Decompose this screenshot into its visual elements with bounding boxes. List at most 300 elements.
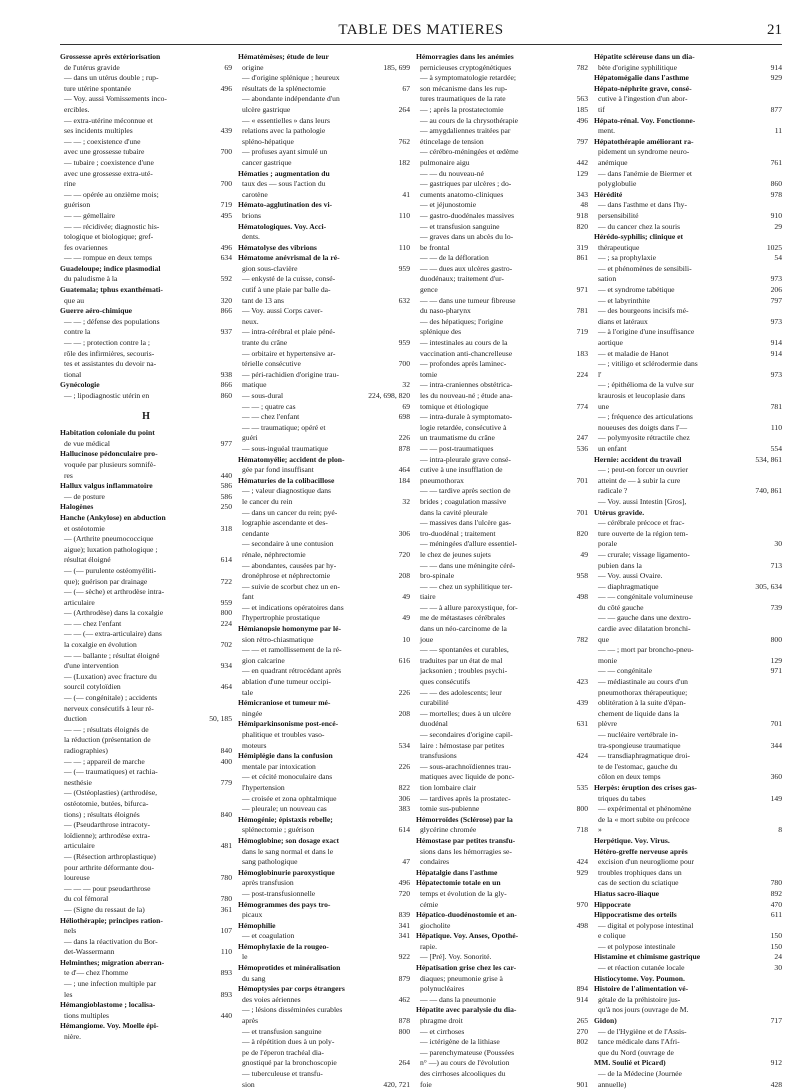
index-entry — [594, 169, 782, 180]
index-entry-text: dans un néo-carcinome de la — [420, 624, 507, 634]
index-entry — [60, 380, 232, 391]
index-entry-page: 719 — [220, 200, 232, 210]
index-entry-text: gnostiqué par la bronchoscopie — [242, 1058, 337, 1068]
index-entry-text: — — et ramollissement de la ré- — [242, 645, 342, 655]
index-entry — [594, 423, 782, 434]
index-entry-page: 894 — [576, 984, 588, 994]
index-entry-page: 306 — [398, 528, 410, 538]
index-entry-text: son mécanisme dans les rup- — [420, 83, 508, 93]
index-entry — [60, 460, 232, 471]
index-entry — [60, 63, 232, 74]
index-entry-text: ture utérine spontanée — [64, 83, 132, 93]
index-entry — [238, 349, 410, 360]
index-entry-text: Hémorragies dans les anémies — [416, 52, 514, 61]
index-entry — [416, 52, 588, 63]
index-entry-text: — — récidivée; diagnostic his- — [64, 221, 160, 231]
index-entry-page: 107 — [220, 926, 232, 936]
index-entry-page: 973 — [770, 369, 782, 379]
index-entry — [238, 285, 410, 296]
index-entry-text: — méningées d'allure essentiel- — [420, 539, 517, 549]
index-entry — [238, 211, 410, 222]
index-entry — [594, 677, 782, 688]
index-entry-text: — sous-inguéal traumatique — [242, 443, 329, 453]
index-entry-text: Hépatomégalie dans l'asthme — [594, 73, 689, 83]
index-entry — [416, 116, 588, 127]
index-entry — [238, 539, 410, 550]
index-entry-page: 762 — [398, 136, 410, 146]
index-entry-page: 914 — [770, 62, 782, 72]
index-entry — [60, 449, 232, 460]
index-entry-text: Histiocytome. Voy. Poumon. — [594, 973, 685, 983]
index-entry-text: — cérébrale précoce et frac- — [598, 518, 685, 528]
index-entry-text: excision d'un neurogliome pour — [598, 857, 695, 867]
index-entry-page: 496 — [220, 242, 232, 252]
index-entry — [60, 841, 232, 852]
index-entry-text: — dans un cancer du rein; pyé- — [242, 507, 338, 517]
index-entry-text: — du cancer chez la souris — [598, 221, 681, 231]
index-entry — [238, 179, 410, 190]
index-entry — [238, 942, 410, 953]
index-entry — [594, 730, 782, 741]
index-entry — [594, 391, 782, 402]
index-entry-page: 978 — [770, 189, 782, 199]
index-entry-page: 860 — [220, 391, 232, 400]
index-entry — [238, 359, 410, 370]
index-entry-page: 383 — [398, 804, 410, 814]
index-entry — [60, 735, 232, 746]
index-entry-page: 718 — [576, 825, 588, 835]
index-entry-page: 918 — [576, 210, 588, 220]
index-entry-text: cendante — [242, 528, 269, 538]
index-entry — [238, 688, 410, 699]
index-entry-page: 701 — [576, 507, 588, 517]
index-entry-page: 110 — [398, 242, 410, 252]
index-entry — [594, 550, 782, 561]
index-entry-page: 8 — [778, 825, 782, 835]
index-entry-text: Hépatectomie totale en un — [416, 878, 501, 888]
index-entry — [60, 820, 232, 831]
index-entry-page: 861 — [576, 253, 588, 263]
index-entry — [238, 486, 410, 497]
index-entry-text: pe de l'éperon trachéal dia- — [242, 1047, 324, 1057]
index-entry-page: 30 — [774, 539, 782, 549]
index-entry-text: du côté gauche — [598, 602, 644, 612]
index-entry-text: laire : hémostase par petites — [420, 740, 505, 750]
index-entry-text: giocholite — [420, 920, 451, 930]
index-entry-page: 440 — [220, 1010, 232, 1020]
index-entry — [416, 222, 588, 233]
index-entry — [594, 306, 782, 317]
index-entry-page: 420, 721 — [383, 1079, 410, 1089]
index-entry-page: 49 — [402, 592, 410, 602]
index-entry — [416, 719, 588, 730]
index-entry — [416, 794, 588, 805]
index-entry-text: nels — [64, 926, 77, 936]
page-title: TABLE DES MATIERES — [338, 22, 504, 38]
index-entry-text: e colique — [598, 931, 626, 941]
index-entry — [238, 878, 410, 889]
index-entry-text: — dans l'anémie de Biermer et — [598, 168, 692, 178]
index-entry-text: un enfant — [598, 443, 627, 453]
index-entry-page: 464 — [398, 465, 410, 475]
index-entry — [416, 264, 588, 275]
index-entry-text: splénectomie ; guérison — [242, 825, 315, 835]
index-entry-text: — — traumatique; opéré et — [242, 422, 326, 432]
index-entry — [594, 264, 782, 275]
index-entry — [60, 84, 232, 95]
index-entry — [594, 603, 782, 614]
index-entry — [238, 751, 410, 762]
index-entry-text: atteint de — à subir la cure — [598, 475, 681, 485]
index-entry-text: dents. — [242, 232, 260, 242]
index-entry-page: 149 — [770, 793, 782, 803]
index-entry-text: Hémoptysies par corps étrangers — [238, 984, 345, 994]
index-entry — [60, 492, 232, 503]
index-entry-text: — ; lésions disséminées curables — [242, 1005, 343, 1015]
index-entry-text: polyglobulie — [598, 179, 637, 189]
index-entry-text: — — congénitale volumineuse — [598, 592, 693, 602]
index-entry-page: 69 — [402, 401, 410, 411]
index-entry — [238, 222, 410, 233]
index-entry-page: 54 — [774, 253, 782, 263]
index-entry-page: 780 — [220, 873, 232, 883]
index-entry-page: 720 — [398, 549, 410, 559]
index-entry-text: joue — [420, 634, 434, 644]
index-entry-text: des cirrhoses alcooliques du — [420, 1069, 506, 1078]
index-entry-page: 49 — [580, 549, 588, 559]
index-entry-text: articulaire — [64, 597, 95, 607]
index-entry-page: 343 — [576, 189, 588, 199]
index-entry-page: 720 — [398, 888, 410, 898]
index-entry-page: 614 — [220, 555, 232, 565]
index-entry — [238, 582, 410, 593]
index-entry-text: — (Luxation) avec fracture du — [64, 671, 157, 681]
index-entry-text: — ictérigène de la lithiase — [420, 1037, 500, 1047]
index-entry-text: et ostéotomie — [64, 523, 105, 533]
index-entry — [594, 327, 782, 338]
index-entry-page: 840 — [220, 809, 232, 819]
index-entry — [238, 635, 410, 646]
index-entry-text: Hémogénie; épistaxis rebelle; — [238, 814, 333, 824]
index-entry — [60, 296, 232, 307]
index-entry-text: — ; valeur diagnostique dans — [242, 486, 331, 496]
index-entry-text: — intra-craniennes obstétrica- — [420, 380, 513, 390]
index-entry-text: picaux — [242, 910, 263, 920]
index-entry-text: Hémoglobinurie paroxystique — [238, 867, 335, 877]
index-entry-text: — transdiaphragmatique droi- — [598, 751, 690, 761]
index-entry-text: Hépato-rénal. Voy. Fonctionne- — [594, 115, 696, 125]
index-entry — [594, 539, 782, 550]
index-entry-text: duodénal — [420, 719, 448, 729]
page-number: 21 — [767, 22, 782, 38]
index-entry-page: 185 — [576, 104, 588, 114]
index-entry-text: le — [242, 952, 248, 962]
index-entry — [416, 529, 588, 540]
header-rule — [60, 44, 782, 45]
index-entry-page: 929 — [576, 867, 588, 877]
index-entry-page: 496 — [398, 878, 410, 888]
index-entry-page: 24 — [774, 952, 782, 962]
index-entry — [594, 582, 782, 593]
index-entry-text: Hématologiques. Voy. Acci- — [238, 221, 327, 231]
index-entry — [416, 1037, 588, 1048]
index-entry — [594, 931, 782, 942]
index-entry — [416, 624, 588, 635]
index-entry — [416, 910, 588, 921]
index-entry-text: térielle consécutive — [242, 359, 301, 369]
index-entry-text: nerveux consécutifs à leur ré- — [64, 703, 154, 713]
index-entry-text: un traumatisme du crâne — [420, 433, 495, 443]
index-entry — [60, 905, 232, 916]
index-entry-text: Hépatalgie dans l'asthme — [416, 867, 498, 877]
index-entry-text: l'hypertension — [242, 782, 285, 792]
index-entry-text: — de l'Hygiène et de l'Assis- — [598, 1026, 687, 1036]
index-entry-text: — — dans la pneumonie — [420, 994, 496, 1004]
index-entry — [60, 169, 232, 180]
index-entry-text: nesthésie — [64, 777, 92, 787]
index-entry — [60, 968, 232, 979]
index-entry — [594, 508, 782, 519]
index-entry-page: 879 — [398, 973, 410, 983]
index-entry — [594, 995, 782, 1006]
index-entry-text: l'hypertrophie prostatique — [242, 613, 320, 623]
index-entry-text: Hématémèses; étude de leur — [238, 52, 329, 61]
index-entry — [416, 878, 588, 889]
index-entry-page: 470 — [770, 899, 782, 909]
index-entry — [60, 211, 232, 222]
index-entry-text: gée par fond insuffisant — [242, 465, 314, 475]
index-entry — [60, 524, 232, 535]
index-entry — [416, 338, 588, 349]
index-entry-page: 914 — [770, 348, 782, 358]
index-entry-text: diaques; pneumonie grise à — [420, 973, 503, 983]
index-entry-page: 481 — [220, 841, 232, 851]
index-entry-page: 208 — [398, 571, 410, 581]
index-entry-page: 344 — [770, 740, 782, 750]
index-entry-page: 554 — [770, 443, 782, 453]
index-entry — [594, 94, 782, 105]
index-entry-text: tions) ; résultats éloignés — [64, 809, 140, 819]
index-entry-page: 800 — [770, 634, 782, 644]
index-entry-text: du paludisme à la — [64, 274, 118, 284]
index-entry-text: be frontal — [420, 242, 450, 252]
index-entry-text: foie — [420, 1079, 432, 1089]
index-entry-page: 110 — [398, 210, 410, 220]
index-entry — [594, 635, 782, 646]
index-entry — [60, 810, 232, 821]
index-entry-text: Hépatique. Voy. Anses, Opothé- — [416, 931, 519, 941]
index-entry — [416, 243, 588, 254]
index-entry-text: Habitation coloniale du point — [60, 428, 155, 438]
index-entry-text: — polymyosite rétractile chez — [598, 433, 690, 443]
index-entry-text: Hémangiome. Voy. Moelle épi- — [60, 1021, 159, 1031]
index-entry — [594, 338, 782, 349]
index-entry — [594, 963, 782, 974]
index-entry-text: cas de section du sciatique — [598, 878, 679, 888]
index-entry-page: 782 — [576, 62, 588, 72]
index-entry — [238, 296, 410, 307]
index-column-3 — [416, 52, 588, 1089]
index-entry-text: — tardives après la prostatec- — [420, 793, 511, 803]
index-entry-text: — des hépatiques; l'origine — [420, 316, 503, 326]
index-entry-text: — croisée et zona ophtalmique — [242, 793, 337, 803]
index-entry — [416, 1058, 588, 1069]
index-entry-text: Hémophylaxie de la rougeo- — [238, 941, 329, 951]
index-entry — [238, 963, 410, 974]
index-entry-text: Hépatite scléreuse dans un dia- — [594, 52, 695, 61]
index-entry-text: contre la — [64, 327, 91, 337]
index-entry-page: 32 — [402, 380, 410, 390]
index-entry-text: — à l'origine d'une insuffisance — [598, 327, 695, 337]
index-entry — [416, 126, 588, 137]
index-entry-text: loïdienne); arthrodèse extra- — [64, 830, 151, 840]
index-entry-text: — et maladie de Hanot — [598, 348, 669, 358]
index-entry — [416, 613, 588, 624]
index-entry-text: ment. — [598, 126, 616, 136]
index-entry-page: 11 — [774, 126, 782, 136]
index-entry-text: fes ovariennes — [64, 242, 108, 252]
index-entry-text: me de métastases cérébrales — [420, 613, 506, 623]
index-entry — [238, 900, 410, 911]
index-entry — [60, 338, 232, 349]
index-entry — [416, 433, 588, 444]
index-entry — [416, 1080, 588, 1090]
index-entry-text: — — ; protection contre la ; — [64, 338, 151, 348]
index-entry-text: sion — [242, 1079, 255, 1089]
index-entry-text: transfusions — [420, 751, 457, 761]
index-entry — [416, 359, 588, 370]
index-entry-text: que); guérison par drainage — [64, 576, 148, 586]
index-entry — [60, 651, 232, 662]
index-entry-page: 10 — [402, 634, 410, 644]
index-entry — [60, 179, 232, 190]
index-entry-text: Hémogrammes des pays tro- — [238, 899, 331, 909]
index-entry — [416, 317, 588, 328]
index-entry-text: — intra-pleurale grave consé- — [420, 454, 511, 464]
index-entry-text: — et transfusion sanguine — [420, 221, 500, 231]
index-entry-text: Hippocratisme des orteils — [594, 910, 677, 920]
index-entry-page: 319 — [576, 242, 588, 252]
index-entry — [60, 105, 232, 116]
index-entry-page: 973 — [770, 316, 782, 326]
index-entry-text: — mortelles; dues à un ulcère — [420, 708, 511, 718]
index-entry-text: — de posture — [64, 491, 105, 501]
index-entry-text: d'une intervention — [64, 661, 119, 671]
index-entry-text: pernicieuses cryptogénétiques — [420, 62, 512, 72]
index-entry — [594, 592, 782, 603]
index-entry-page: 318 — [220, 523, 232, 533]
index-entry-page: 892 — [770, 888, 782, 898]
index-entry — [594, 942, 782, 953]
index-entry-page: 306 — [398, 793, 410, 803]
index-entry-page: 498 — [576, 920, 588, 930]
index-entry — [60, 894, 232, 905]
index-entry — [594, 105, 782, 116]
index-entry-page: 535 — [576, 782, 588, 792]
index-entry-text: Hétéro-greffe nerveuse après — [594, 846, 688, 856]
index-entry — [60, 243, 232, 254]
index-entry — [416, 847, 588, 858]
index-entry — [238, 804, 410, 815]
index-entry — [238, 147, 410, 158]
index-entry — [594, 370, 782, 381]
index-entry — [238, 508, 410, 519]
index-entry-page: 701 — [770, 719, 782, 729]
index-entry-text: après — [242, 1016, 259, 1026]
index-entry-page: 400 — [220, 756, 232, 766]
index-entry — [416, 688, 588, 699]
index-entry-page: 698 — [398, 412, 410, 422]
index-entry — [594, 465, 782, 476]
index-entry — [594, 1027, 782, 1038]
index-entry-text: Hallux valgus inflammatoire — [60, 481, 153, 491]
index-entry-text: tale — [242, 687, 253, 697]
index-entry-page: 110 — [770, 422, 782, 432]
index-entry — [416, 476, 588, 487]
index-entry-text: — (Ostéoplasties) (arthrodèse, — [64, 788, 157, 798]
index-entry-text: rapie. — [420, 941, 438, 951]
index-entry — [238, 1037, 410, 1048]
index-entry — [416, 942, 588, 953]
index-entry — [238, 921, 410, 932]
index-entry-text: kraurosis et leucoplasie dans — [598, 391, 686, 400]
index-entry-text: — dans la réactivation du Bor- — [64, 936, 158, 946]
index-entry — [416, 868, 588, 879]
index-entry — [416, 741, 588, 752]
index-entry-text: — — ballante ; résultat éloigné — [64, 650, 160, 660]
index-entry-text: — profuses ayant simulé un — [242, 147, 328, 157]
index-entry-text: — et cécité monoculaire dans — [242, 772, 333, 782]
index-entry-text: thérapeutique — [598, 242, 640, 252]
index-entry-page: 937 — [220, 327, 232, 337]
index-entry-text: porale — [598, 539, 617, 549]
index-entry-page: 800 — [220, 608, 232, 618]
index-entry — [416, 815, 588, 826]
index-entry-text: monie — [598, 655, 617, 665]
index-entry-page: 782 — [576, 634, 588, 644]
index-entry — [238, 815, 410, 826]
index-entry-text: — et transfusion sanguine — [242, 1026, 322, 1036]
index-entry — [416, 603, 588, 614]
index-entry — [238, 910, 410, 921]
index-entry-page: 226 — [398, 761, 410, 771]
index-entry-text: — (— sèche) et arthrodèse intra- — [64, 587, 165, 597]
index-entry — [238, 719, 410, 730]
index-entry-text: — — dues aux ulcères gastro- — [420, 263, 513, 273]
index-entry-page: 50, 185 — [209, 714, 232, 724]
index-entry — [60, 757, 232, 768]
index-entry-page: 462 — [398, 994, 410, 1004]
index-entry-text: — ; lipodiagnostic utérin en — [64, 391, 150, 400]
index-entry — [60, 958, 232, 969]
index-entry — [238, 772, 410, 783]
index-entry — [238, 402, 410, 413]
index-entry-text: pneumothorax thérapeutique; — [598, 687, 688, 697]
index-entry-text: — — chez un syphilitique ter- — [420, 581, 513, 591]
index-entry — [416, 1016, 588, 1027]
index-entry-text: — — ; appareil de marche — [64, 756, 145, 766]
index-entry-page: 632 — [398, 295, 410, 305]
index-entry-text: — — post-traumatiques — [420, 443, 494, 453]
index-entry-text: — et syndrome tabétique — [598, 285, 675, 295]
index-entry-text: — Voy. aussi Corps caver- — [242, 306, 323, 316]
index-entry — [60, 640, 232, 651]
index-entry-text: du sang — [242, 973, 266, 983]
index-entry-page: 110 — [220, 947, 232, 957]
index-entry-text: — diaphragmatique — [598, 581, 659, 591]
index-entry-text: tional — [64, 369, 82, 379]
index-entry — [594, 84, 782, 95]
